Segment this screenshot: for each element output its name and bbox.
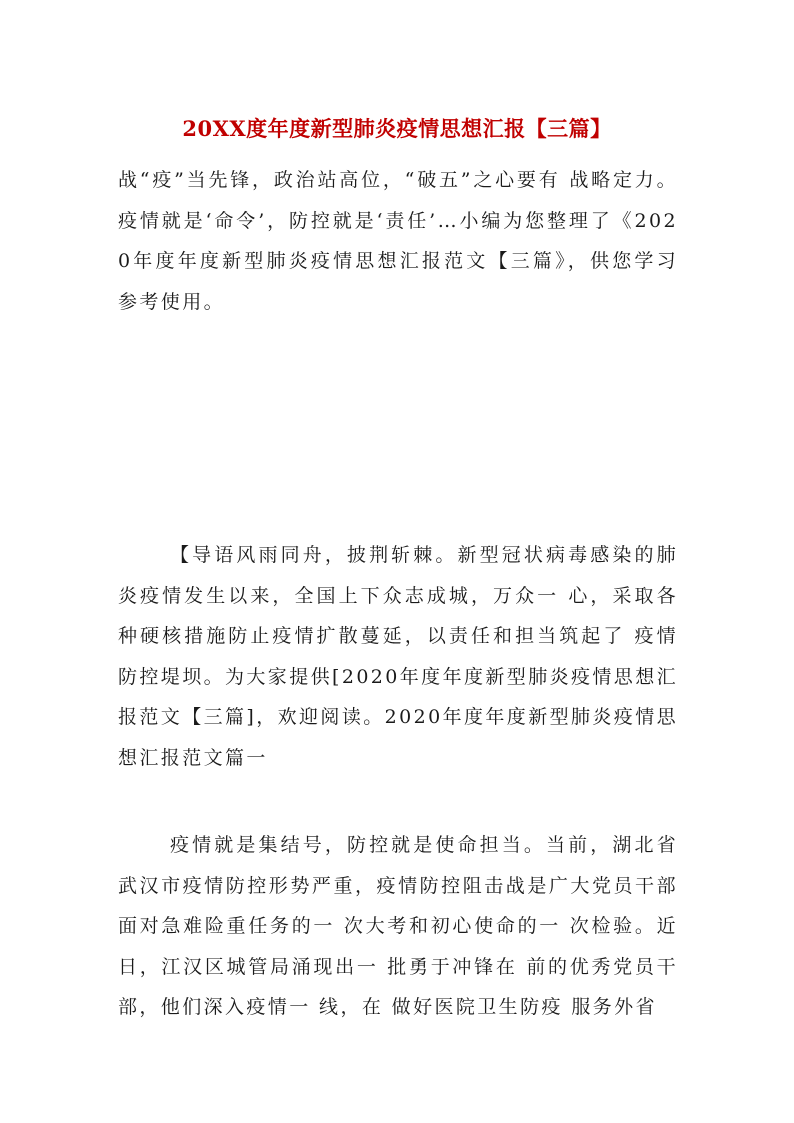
intro-paragraph: 战“疫”当先锋，政治站高位，“破五”之心要有 战略定力。疫情就是‘命令’，防控就是‘责任’…小编为您整理了《2020年度年度新型肺炎疫情思想汇报范文【三篇》，供您学习参考使用。 xyxy=(118,169,678,313)
document-title: 20XX度年度新型肺炎疫情思想汇报【三篇】 xyxy=(182,116,612,142)
body-paragraph: 疫情就是集结号，防控就是使命担当。当前，湖北省武汉市疫情防控形势严重，疫情防控阻击战是广大党员干部面对急难险重任务的一 次大考和初心使命的一 次检验。近日，江汉区城管局涌现出一 批勇于冲锋在 前的优秀党员干部，他们深入疫情一 线，在 做好医院卫生防疫 服务外省 xyxy=(118,834,678,1019)
lead-paragraph: 【导语风雨同舟，披荆斩棘。新型冠状病毒感染的肺炎疫情发生以来，全国上下众志成城，万众一 心，采取各种硬核措施防止疫情扩散蔓延，以责任和担当筑起了 疫情防控堤坝。为大家提供[2020年度年度新型肺炎疫情思想汇报范文【三篇]，欢迎阅读。2020年度年度新型肺炎疫情思想汇报范文篇一 xyxy=(118,544,678,769)
